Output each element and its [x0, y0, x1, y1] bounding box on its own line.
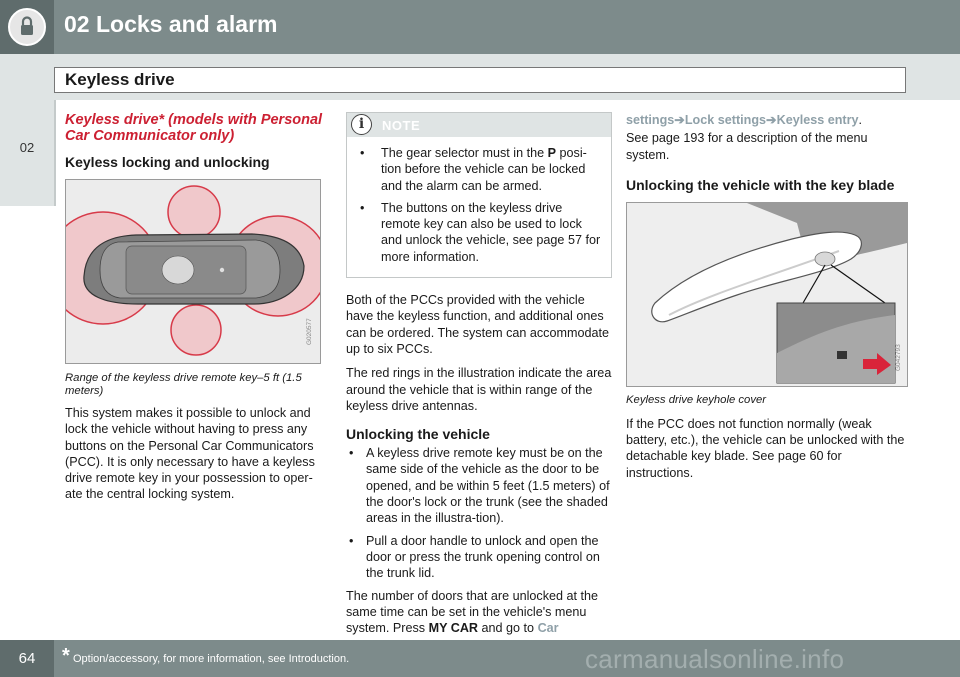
menu-path-lock-settings: Lock settings: [684, 113, 767, 127]
menu-path-line: settings➔Lock settings➔Keyless entry.: [626, 113, 863, 127]
subheading-unlocking: Unlocking the vehicle: [346, 426, 490, 443]
figure-caption: Range of the keyless drive remote key–5 ft (1.5 meters): [65, 372, 302, 397]
menu-path-keyless-entry: Keyless entry: [776, 113, 859, 127]
note-title: NOTE: [382, 118, 421, 133]
column-left: [65, 112, 325, 511]
note-body: [347, 137, 611, 277]
intro-paragraph: This system makes it possible to unlock and lock the vehicle without having to press any buttons on the Personal Car Communicators (PCC). It is only necessary to have a keyless drive remote key in your possession to oper-ate the central locking system.: [65, 406, 315, 502]
chapter-title: 02 Locks and alarm: [64, 11, 278, 37]
menu-reference-paragraph: See page 193 for a description of the menu system.: [626, 131, 868, 162]
subheading-key-blade: Unlocking the vehicle with the key blade: [626, 176, 895, 193]
figure-caption: Keyless drive keyhole cover: [626, 393, 767, 406]
door-handle-illustration: [627, 203, 907, 386]
car-range-illustration: [66, 180, 320, 363]
chapter-icon-box: [0, 0, 54, 54]
lock-icon: [8, 8, 46, 46]
door-handle-figure: [626, 202, 908, 387]
column-middle: [346, 112, 612, 644]
footnote-text: Option/accessory, for more information, see Introduction.: [73, 653, 350, 665]
note-bullet-gear: • The gear selector must in the P posi-tion before the vehicle can be locked and the alarm can be armed.: [357, 145, 601, 194]
footnote-star: *: [62, 645, 70, 667]
menu-paragraph: The number of doors that are unlocked at the same time can be set in the vehicle's menu system. Press MY CAR and go to Car: [346, 588, 599, 636]
chapter-tab-label: 02: [19, 140, 35, 155]
main-heading: Keyless drive* (models with Personal Car Communicator only): [65, 112, 323, 144]
menu-arrow-icon: ➔: [766, 113, 777, 127]
info-icon: i: [351, 114, 372, 135]
menu-path-settings: settings: [626, 113, 675, 127]
page-number: 64: [18, 650, 36, 667]
section-title: Keyless drive: [65, 70, 175, 89]
note-header: [347, 113, 611, 137]
red-rings-paragraph: The red rings in the illustration indicate the area around the vehicle that is within range of the keyless drive antennas.: [346, 366, 612, 413]
car-range-figure: [65, 179, 321, 364]
figure-code: G020577: [306, 318, 313, 345]
watermark: carmanualsonline.info: [585, 644, 845, 674]
column-right: [626, 112, 908, 489]
menu-path-car: Car: [537, 621, 559, 636]
note-bullet-buttons: • The buttons on the keyless drive remote key can also be used to lock and unlock the vehicle, see page 57 for more information.: [357, 200, 601, 265]
chapter-side-tab: [0, 54, 54, 206]
key-blade-paragraph: If the PCC does not function normally (weak battery, etc.), the vehicle can be unlocked with the detachable key blade. See page 60 for instructions.: [626, 416, 905, 480]
side-tab-edge: [54, 100, 56, 206]
menu-arrow-icon: ➔: [674, 113, 685, 127]
subheading-keyless-locking: Keyless locking and unlocking: [65, 154, 270, 170]
unlock-bullet-same-side: • A keyless drive remote key must be on the same side of the vehicle as the door to be opened, and be within 5 feet (1.5 meters) of the door's lock or the trunk (see the shaded areas in the illustra-tion).: [346, 445, 612, 526]
section-title-box: [54, 67, 906, 93]
pcc-paragraph: Both of the PCCs provided with the vehicle have the keyless function, and additional ones can be ordered. The system can accommodate up to six PCCs.: [346, 293, 609, 356]
figure-code: G042793: [895, 344, 902, 371]
unlock-bullet-door-handle: • Pull a door handle to unlock and open the door or press the trunk opening control on the trunk lid.: [346, 533, 612, 582]
note-box: [346, 112, 612, 278]
